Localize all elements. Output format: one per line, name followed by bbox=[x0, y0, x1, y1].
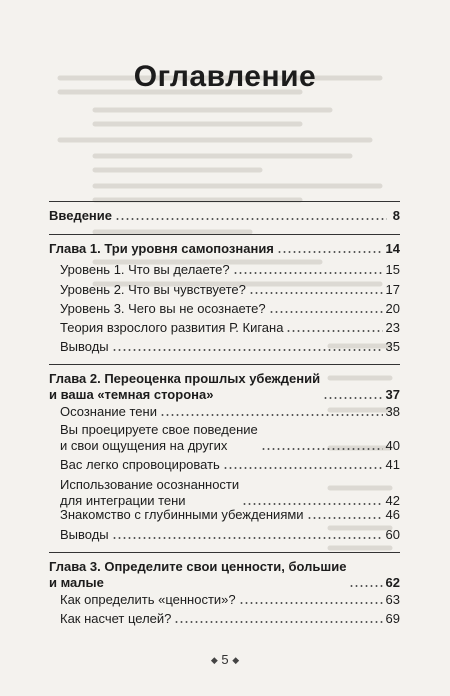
toc-entry-label: Выводы bbox=[60, 527, 109, 542]
dot-leader bbox=[233, 272, 383, 274]
toc-chapter-1[interactable] bbox=[49, 241, 400, 257]
toc-entry-page: 46 bbox=[385, 507, 400, 522]
toc-entry-page: 42 bbox=[385, 493, 400, 508]
ornament-left-icon: ◆ bbox=[210, 655, 218, 665]
dot-leader bbox=[307, 517, 383, 519]
dot-leader bbox=[323, 397, 382, 399]
toc-entry-label: Вы проецируете свое поведение и свои ощущения на других bbox=[60, 422, 258, 453]
page-number: 5 bbox=[221, 652, 229, 667]
toc-entry-page: 37 bbox=[385, 387, 400, 402]
toc-entry[interactable] bbox=[60, 527, 400, 543]
toc-entry-page: 41 bbox=[385, 457, 400, 472]
dot-leader bbox=[349, 585, 382, 587]
toc-entry[interactable] bbox=[60, 301, 400, 317]
toc-entry-label: Уровень 2. Что вы чувствуете? bbox=[60, 282, 246, 297]
toc-entry-page: 38 bbox=[385, 404, 400, 419]
toc-entry-page: 62 bbox=[385, 575, 400, 590]
toc-entry-page: 20 bbox=[385, 301, 400, 316]
dot-leader bbox=[174, 621, 382, 623]
toc-entry-label: Глава 2. Переоценка прошлых убеждений и ваша «темная сторона» bbox=[49, 371, 321, 402]
dot-leader bbox=[239, 602, 383, 604]
toc-entry-label: Теория взрослого развития Р. Кигана bbox=[60, 320, 284, 335]
page-footer bbox=[0, 652, 450, 667]
dot-leader bbox=[242, 503, 382, 505]
toc-entry-label: Выводы bbox=[60, 339, 109, 354]
dot-leader bbox=[160, 414, 383, 416]
dot-leader bbox=[115, 218, 387, 220]
toc-entry[interactable] bbox=[60, 262, 400, 278]
divider bbox=[49, 552, 400, 553]
toc-entry-page: 15 bbox=[385, 262, 400, 277]
divider bbox=[49, 234, 400, 235]
toc-entry[interactable] bbox=[60, 320, 400, 336]
toc-entry-page: 14 bbox=[385, 241, 400, 256]
toc-entry[interactable] bbox=[60, 592, 400, 608]
toc-entry-label: Уровень 3. Чего вы не осознаете? bbox=[60, 301, 266, 316]
toc-entry-label: Вас легко спровоцировать bbox=[60, 457, 220, 472]
toc-entry-page: 8 bbox=[392, 208, 400, 223]
toc-entry-page: 17 bbox=[385, 282, 400, 297]
toc-entry-page: 23 bbox=[385, 320, 400, 335]
ornament-right-icon: ◆ bbox=[232, 655, 240, 665]
toc-chapter-2[interactable] bbox=[49, 371, 400, 403]
toc-entry-label: Как определить «ценности»? bbox=[60, 592, 236, 607]
page-title: Оглавление bbox=[133, 60, 317, 93]
toc-entry-label: Глава 3. Определите свои ценности, большие и малые bbox=[49, 559, 347, 590]
toc-entry-label: Уровень 1. Что вы делаете? bbox=[60, 262, 230, 277]
dot-leader bbox=[269, 311, 383, 313]
toc-entry-page: 40 bbox=[385, 438, 400, 453]
toc-entry-label: Знакомство с глубинными убеждениями bbox=[60, 507, 304, 522]
dot-leader bbox=[249, 292, 383, 294]
toc-entry-page: 69 bbox=[385, 611, 400, 626]
toc-entry[interactable] bbox=[60, 507, 400, 523]
dot-leader bbox=[112, 349, 383, 351]
toc-entry-page: 63 bbox=[385, 592, 400, 607]
dot-leader bbox=[261, 448, 383, 450]
divider bbox=[49, 201, 400, 202]
divider bbox=[49, 364, 400, 365]
toc-entry-label: Введение bbox=[49, 208, 112, 223]
dot-leader bbox=[112, 537, 383, 539]
toc-entry[interactable] bbox=[60, 457, 400, 473]
toc-chapter-3[interactable] bbox=[49, 559, 400, 591]
toc-entry-page: 60 bbox=[385, 527, 400, 542]
toc-entry[interactable] bbox=[60, 477, 400, 509]
toc-entry[interactable] bbox=[60, 611, 400, 627]
toc-entry[interactable] bbox=[60, 404, 400, 420]
toc-entry-label: Использование осознанности для интеграции тени bbox=[60, 477, 240, 508]
toc-entry[interactable] bbox=[60, 422, 400, 454]
dot-leader bbox=[277, 251, 383, 253]
toc-entry-label: Глава 1. Три уровня самопознания bbox=[49, 241, 274, 256]
toc-entry-intro[interactable] bbox=[49, 208, 400, 224]
toc-entry-page: 35 bbox=[385, 339, 400, 354]
toc-entry[interactable] bbox=[60, 339, 400, 355]
dot-leader bbox=[286, 330, 382, 332]
toc-entry-label: Как насчет целей? bbox=[60, 611, 172, 626]
toc-entry[interactable] bbox=[60, 282, 400, 298]
dot-leader bbox=[223, 467, 383, 469]
toc-entry-label: Осознание тени bbox=[60, 404, 157, 419]
